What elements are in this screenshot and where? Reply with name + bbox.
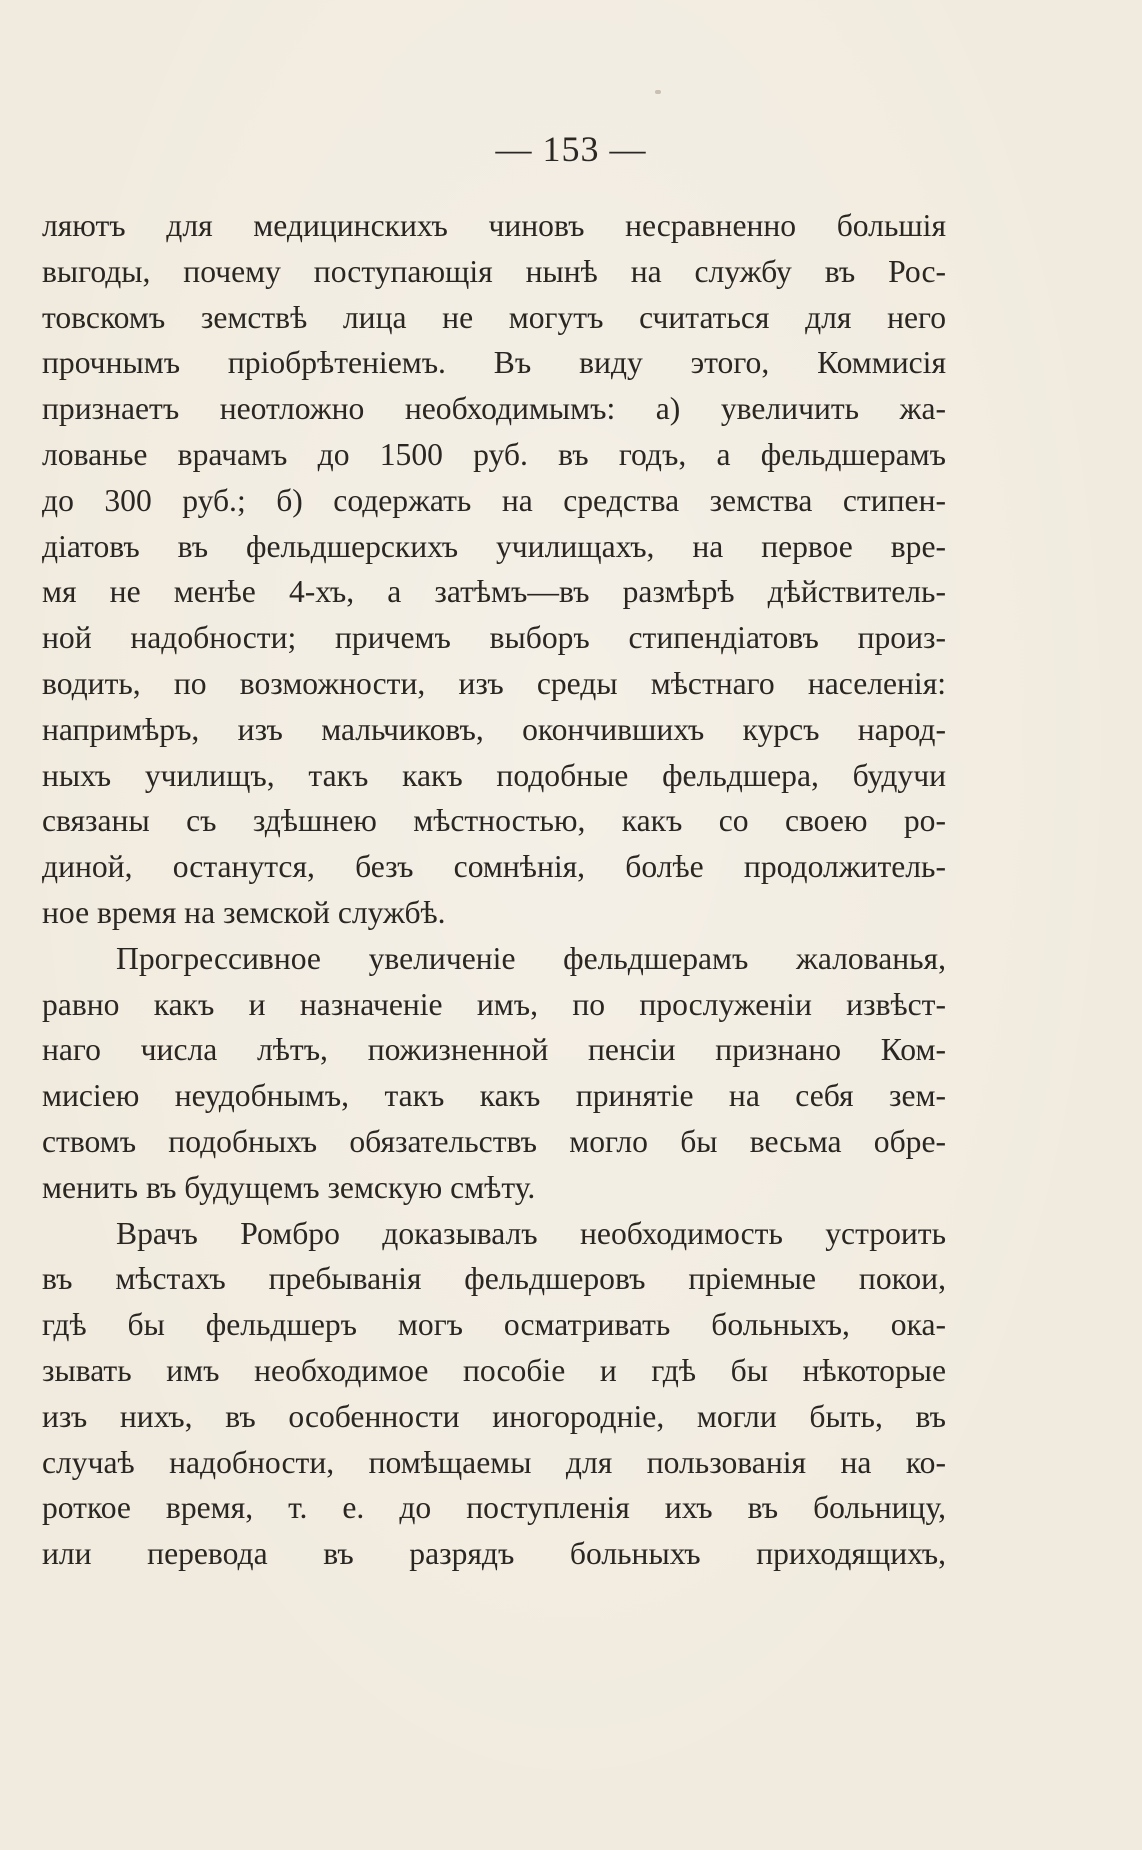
text-line: признаетъ неотложно необходимымъ: а) увеличить жа- [42, 391, 946, 427]
text-line: ствомъ подобныхъ обязательствъ могло бы весьма обре- [42, 1123, 946, 1159]
text-line: равно какъ и назначеніе имъ, по прослуженіи извѣст- [42, 986, 946, 1022]
body-text [42, 203, 946, 1577]
text-line: роткое время, т. е. до поступленія ихъ въ больницу, [42, 1490, 946, 1526]
text-line: напримѣръ, изъ мальчиковъ, окончившихъ курсъ народ- [42, 711, 946, 747]
text-line: гдѣ бы фельдшеръ могъ осматривать больныхъ, ока- [42, 1307, 946, 1343]
paper-speck [655, 90, 661, 94]
text-line: или перевода въ разрядъ больныхъ приходящихъ, [42, 1536, 946, 1572]
paragraph-start-line: Врачъ Ромбро доказывалъ необходимость устроить [116, 1215, 946, 1251]
text-line: диной, останутся, безъ сомнѣнія, болѣе продолжитель- [42, 849, 946, 885]
text-line: наго числа лѣтъ, пожизненной пенсіи признано Ком- [42, 1032, 946, 1068]
text-line: лованье врачамъ до 1500 руб. въ годъ, а фельдшерамъ [42, 436, 946, 472]
text-line: ной надобности; причемъ выборъ стипендіатовъ произ- [42, 620, 946, 656]
text-line: выгоды, почему поступающія нынѣ на службу въ Рос- [42, 253, 946, 289]
text-line: случаѣ надобности, помѣщаемы для пользованія на ко- [42, 1444, 946, 1480]
text-line: ное время на земской службѣ. [42, 894, 446, 930]
text-line: мя не менѣе 4-хъ, а затѣмъ—въ размѣрѣ дѣйствитель- [42, 574, 946, 610]
text-line: ныхъ училищъ, такъ какъ подобные фельдшера, будучи [42, 757, 946, 793]
text-line: изъ нихъ, въ особенности иногородніе, могли быть, въ [42, 1398, 946, 1434]
text-line: связаны съ здѣшнею мѣстностью, какъ со своею ро- [42, 803, 946, 839]
page-number: — 153 — [495, 129, 647, 169]
paragraph-start-line: Прогрессивное увеличеніе фельдшерамъ жалованья, [116, 940, 946, 976]
text-line: въ мѣстахъ пребыванія фельдшеровъ пріемные покои, [42, 1261, 946, 1297]
text-line: до 300 руб.; б) содержать на средства земства стипен- [42, 482, 946, 518]
text-line: прочнымъ пріобрѣтеніемъ. Въ виду этого, Коммисія [42, 345, 946, 381]
text-line: товскомъ земствѣ лица не могутъ считаться для него [42, 299, 946, 335]
text-line: діатовъ въ фельдшерскихъ училищахъ, на первое вре- [42, 528, 946, 564]
text-line: мисіею неудобнымъ, такъ какъ принятіе на себя зем- [42, 1078, 946, 1114]
text-line: ляютъ для медицинскихъ чиновъ несравненно большія [42, 208, 946, 243]
text-line: водить, по возможности, изъ среды мѣстнаго населенія: [42, 665, 946, 701]
text-line: зывать имъ необходимое пособіе и гдѣ бы нѣкоторые [42, 1352, 946, 1388]
text-line: менить въ будущемъ земскую смѣту. [42, 1169, 536, 1205]
